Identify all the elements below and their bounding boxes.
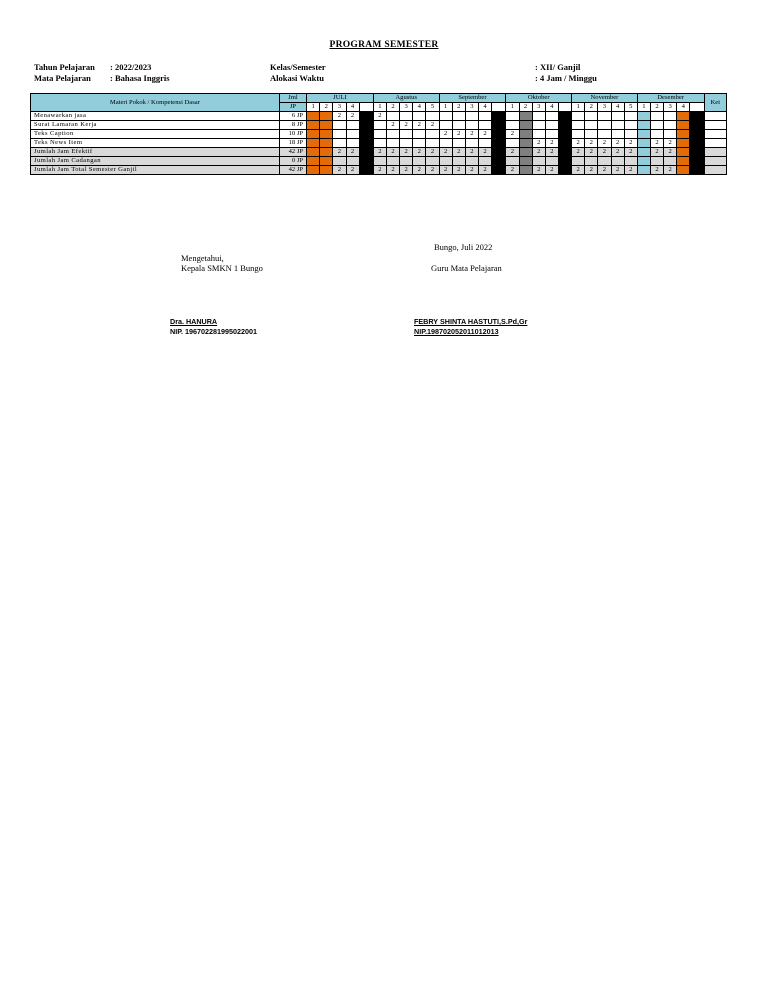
table-row <box>31 121 727 130</box>
materi-cell: Teks News Item <box>31 139 280 148</box>
tahun-pelajaran <box>34 62 151 72</box>
week-cell <box>637 130 650 139</box>
week-cell: 2 <box>426 148 439 157</box>
week-cell <box>558 130 571 139</box>
week-cell: 2 <box>465 130 478 139</box>
tahun-label: Tahun Pelajaran <box>34 62 95 72</box>
week-cell <box>677 121 690 130</box>
week-header: 2 <box>320 103 333 112</box>
week-cell <box>677 157 690 166</box>
week-cell: 2 <box>506 166 519 175</box>
kelas-value: : XII/ Ganjil <box>535 62 581 72</box>
week-cell <box>479 121 492 130</box>
week-cell: 2 <box>386 121 399 130</box>
week-cell <box>359 130 373 139</box>
week-header <box>492 103 506 112</box>
week-cell <box>492 121 506 130</box>
schedule-table <box>30 93 727 175</box>
week-cell <box>664 157 677 166</box>
mengetahui-label: Mengetahui, <box>181 253 224 263</box>
week-header: 5 <box>426 103 439 112</box>
materi-cell: Menawarkan jasa <box>31 112 280 121</box>
week-cell <box>506 121 519 130</box>
week-cell <box>492 139 506 148</box>
week-cell: 2 <box>400 148 413 157</box>
header-jp: JP <box>279 103 306 112</box>
week-cell <box>439 157 452 166</box>
table-row <box>31 130 727 139</box>
guru-nip: NIP.198702052011012013 <box>414 327 499 336</box>
week-cell <box>307 148 320 157</box>
week-cell: 2 <box>479 148 492 157</box>
week-cell <box>373 130 386 139</box>
week-cell <box>611 130 624 139</box>
week-header: 4 <box>611 103 624 112</box>
ket-cell <box>704 139 726 148</box>
week-cell <box>585 112 598 121</box>
week-cell <box>386 157 399 166</box>
week-cell: 2 <box>400 121 413 130</box>
week-cell <box>400 112 413 121</box>
jp-cell: 42 JP <box>279 166 306 175</box>
week-cell: 2 <box>598 139 611 148</box>
week-cell <box>386 130 399 139</box>
week-cell <box>664 121 677 130</box>
week-cell <box>492 166 506 175</box>
week-cell <box>677 148 690 157</box>
week-cell <box>611 157 624 166</box>
week-cell <box>413 157 426 166</box>
week-cell <box>690 121 704 130</box>
week-cell <box>506 112 519 121</box>
kelas-label: Kelas/Semester <box>270 62 326 72</box>
week-cell: 2 <box>346 112 359 121</box>
week-cell: 2 <box>611 166 624 175</box>
week-cell <box>359 112 373 121</box>
week-cell: 2 <box>452 166 465 175</box>
week-cell: 2 <box>333 166 346 175</box>
week-cell <box>492 157 506 166</box>
week-cell: 2 <box>439 166 452 175</box>
ket-cell <box>704 148 726 157</box>
week-cell <box>373 121 386 130</box>
ket-cell <box>704 166 726 175</box>
week-cell <box>333 121 346 130</box>
week-cell <box>677 130 690 139</box>
week-cell <box>690 130 704 139</box>
week-cell <box>506 139 519 148</box>
week-cell <box>386 112 399 121</box>
week-cell <box>545 112 558 121</box>
week-cell: 2 <box>572 148 585 157</box>
week-cell: 2 <box>545 148 558 157</box>
week-header: 4 <box>479 103 492 112</box>
guru-label: Guru Mata Pelajaran <box>431 263 502 273</box>
week-cell <box>413 130 426 139</box>
week-cell <box>307 112 320 121</box>
month-header: Desember <box>637 94 704 103</box>
week-header: 4 <box>677 103 690 112</box>
week-cell: 2 <box>373 148 386 157</box>
week-cell <box>359 157 373 166</box>
week-cell: 2 <box>585 139 598 148</box>
week-cell <box>624 121 637 130</box>
week-cell: 2 <box>465 148 478 157</box>
week-cell <box>690 148 704 157</box>
month-header: JULI <box>307 94 374 103</box>
jp-cell: 0 JP <box>279 157 306 166</box>
week-cell <box>637 112 650 121</box>
week-cell <box>664 112 677 121</box>
week-cell <box>307 130 320 139</box>
week-cell: 2 <box>386 148 399 157</box>
week-cell: 2 <box>439 148 452 157</box>
week-cell <box>320 157 333 166</box>
week-cell: 2 <box>664 166 677 175</box>
week-cell <box>307 121 320 130</box>
week-cell: 2 <box>333 112 346 121</box>
week-cell <box>492 148 506 157</box>
week-cell <box>426 130 439 139</box>
week-cell <box>439 139 452 148</box>
week-cell: 2 <box>532 166 545 175</box>
week-cell <box>346 157 359 166</box>
week-cell <box>545 121 558 130</box>
week-cell <box>492 130 506 139</box>
week-header: 2 <box>650 103 663 112</box>
week-cell <box>359 121 373 130</box>
week-cell <box>439 121 452 130</box>
week-cell <box>650 157 663 166</box>
week-cell: 2 <box>598 166 611 175</box>
week-cell: 2 <box>624 148 637 157</box>
mapel-label: Mata Pelajaran <box>34 73 91 83</box>
week-cell <box>426 139 439 148</box>
week-cell <box>637 121 650 130</box>
week-cell: 2 <box>413 148 426 157</box>
ket-cell <box>704 121 726 130</box>
ket-cell <box>704 112 726 121</box>
alokasi-value: : 4 Jam / Minggu <box>535 73 597 83</box>
week-cell <box>426 112 439 121</box>
week-cell <box>346 130 359 139</box>
week-cell <box>479 157 492 166</box>
week-cell <box>572 157 585 166</box>
week-cell: 2 <box>400 166 413 175</box>
week-header <box>690 103 704 112</box>
week-cell <box>452 121 465 130</box>
week-header: 4 <box>346 103 359 112</box>
week-cell <box>650 130 663 139</box>
jp-cell: 10 JP <box>279 130 306 139</box>
week-header: 3 <box>465 103 478 112</box>
week-cell: 2 <box>479 130 492 139</box>
week-cell <box>677 166 690 175</box>
week-cell <box>572 121 585 130</box>
week-header: 1 <box>572 103 585 112</box>
week-cell <box>465 112 478 121</box>
week-cell <box>519 121 532 130</box>
week-cell <box>558 112 571 121</box>
week-cell: 2 <box>624 166 637 175</box>
week-header: 2 <box>386 103 399 112</box>
date-place: Bungo, Juli 2022 <box>434 242 493 252</box>
week-cell <box>532 112 545 121</box>
week-cell <box>413 139 426 148</box>
week-header: 1 <box>307 103 320 112</box>
week-header: 3 <box>532 103 545 112</box>
mapel-value: : Bahasa Inggris <box>110 73 170 83</box>
week-cell <box>426 157 439 166</box>
header-jml: Jml <box>279 94 306 103</box>
week-cell <box>400 157 413 166</box>
week-header: 1 <box>373 103 386 112</box>
week-cell: 2 <box>585 166 598 175</box>
week-cell <box>624 157 637 166</box>
week-cell <box>373 157 386 166</box>
month-header: Agustus <box>373 94 439 103</box>
page-title: PROGRAM SEMESTER <box>329 40 439 50</box>
week-cell <box>320 148 333 157</box>
week-cell <box>452 139 465 148</box>
week-cell: 2 <box>346 166 359 175</box>
week-cell: 2 <box>465 166 478 175</box>
week-cell <box>532 157 545 166</box>
week-cell <box>637 157 650 166</box>
week-cell: 2 <box>664 148 677 157</box>
month-header: September <box>439 94 506 103</box>
week-cell <box>320 166 333 175</box>
week-cell: 2 <box>545 139 558 148</box>
table-row <box>31 112 727 121</box>
week-cell <box>519 139 532 148</box>
week-cell <box>386 139 399 148</box>
header-materi: Materi Pokok / Kompetensi Dasar <box>31 94 280 112</box>
jp-cell: 42 JP <box>279 148 306 157</box>
week-cell: 2 <box>650 166 663 175</box>
week-header: 2 <box>585 103 598 112</box>
kepala-nip: NIP. 196702281995022001 <box>170 327 257 336</box>
week-cell: 2 <box>532 148 545 157</box>
week-cell: 2 <box>413 166 426 175</box>
week-header: 3 <box>400 103 413 112</box>
week-cell <box>677 112 690 121</box>
week-header <box>558 103 571 112</box>
week-cell <box>650 112 663 121</box>
week-header: 1 <box>506 103 519 112</box>
week-cell <box>532 130 545 139</box>
week-cell <box>465 139 478 148</box>
week-cell <box>558 157 571 166</box>
week-cell: 2 <box>452 130 465 139</box>
materi-cell: Jumlah Jam Cadangan <box>31 157 280 166</box>
week-cell <box>333 157 346 166</box>
week-cell <box>307 166 320 175</box>
week-cell: 2 <box>426 121 439 130</box>
table-row <box>31 166 727 175</box>
week-cell <box>598 130 611 139</box>
week-cell <box>558 148 571 157</box>
week-cell: 2 <box>452 148 465 157</box>
week-cell <box>690 166 704 175</box>
week-header: 1 <box>439 103 452 112</box>
week-cell <box>346 121 359 130</box>
week-cell: 2 <box>598 148 611 157</box>
week-cell <box>545 130 558 139</box>
week-cell <box>677 139 690 148</box>
week-cell: 2 <box>650 148 663 157</box>
kepala-name: Dra. HANURA <box>170 317 218 326</box>
week-cell: 2 <box>506 148 519 157</box>
week-cell <box>532 121 545 130</box>
week-cell <box>359 148 373 157</box>
week-cell: 2 <box>333 148 346 157</box>
week-cell <box>690 112 704 121</box>
week-cell <box>506 157 519 166</box>
week-cell <box>690 157 704 166</box>
materi-cell: Jumlah Jam Efektif <box>31 148 280 157</box>
week-cell <box>465 157 478 166</box>
tahun-value: : 2022/2023 <box>110 62 152 72</box>
jp-cell: 6 JP <box>279 112 306 121</box>
week-cell <box>320 139 333 148</box>
week-cell <box>519 112 532 121</box>
week-cell: 2 <box>532 139 545 148</box>
week-cell <box>637 139 650 148</box>
week-cell <box>320 121 333 130</box>
week-cell: 2 <box>650 139 663 148</box>
week-cell <box>479 112 492 121</box>
week-cell <box>572 112 585 121</box>
week-cell <box>373 139 386 148</box>
week-cell <box>320 112 333 121</box>
alokasi-label: Alokasi Waktu <box>270 73 324 83</box>
week-cell <box>400 139 413 148</box>
week-cell <box>611 121 624 130</box>
week-header: 1 <box>637 103 650 112</box>
week-cell <box>439 112 452 121</box>
header-ket: Ket <box>704 94 726 112</box>
week-cell <box>650 121 663 130</box>
materi-cell: Jumlah Jam Total Semester Ganjil <box>31 166 280 175</box>
week-cell: 2 <box>664 139 677 148</box>
ket-cell <box>704 157 726 166</box>
week-cell <box>333 130 346 139</box>
week-cell <box>452 112 465 121</box>
week-cell <box>346 139 359 148</box>
week-cell <box>585 121 598 130</box>
week-cell <box>359 139 373 148</box>
materi-cell: Surat Lamaran Kerja <box>31 121 280 130</box>
table-header-months <box>31 94 727 103</box>
week-cell: 2 <box>611 139 624 148</box>
week-cell: 2 <box>373 166 386 175</box>
week-cell: 2 <box>611 148 624 157</box>
week-cell <box>611 112 624 121</box>
week-cell: 2 <box>572 166 585 175</box>
week-cell <box>307 139 320 148</box>
week-header: 2 <box>452 103 465 112</box>
week-cell <box>519 148 532 157</box>
week-cell: 2 <box>346 148 359 157</box>
month-header: Oktober <box>506 94 572 103</box>
jp-cell: 18 JP <box>279 139 306 148</box>
week-cell: 2 <box>506 130 519 139</box>
week-cell <box>558 139 571 148</box>
week-cell <box>479 139 492 148</box>
week-cell <box>519 166 532 175</box>
week-cell <box>558 166 571 175</box>
week-cell <box>690 139 704 148</box>
table-row <box>31 139 727 148</box>
week-cell <box>624 130 637 139</box>
week-cell <box>585 130 598 139</box>
week-cell <box>307 157 320 166</box>
week-cell <box>452 157 465 166</box>
week-cell <box>585 157 598 166</box>
ket-cell <box>704 130 726 139</box>
week-header: 2 <box>519 103 532 112</box>
week-cell: 2 <box>545 166 558 175</box>
month-header: November <box>572 94 638 103</box>
week-cell <box>492 112 506 121</box>
week-cell: 2 <box>479 166 492 175</box>
mata-pelajaran <box>34 73 170 83</box>
week-cell <box>413 112 426 121</box>
week-header: 3 <box>664 103 677 112</box>
week-cell <box>598 112 611 121</box>
week-cell <box>519 130 532 139</box>
week-cell: 2 <box>426 166 439 175</box>
week-cell <box>359 166 373 175</box>
week-cell: 2 <box>373 112 386 121</box>
week-cell: 2 <box>585 148 598 157</box>
week-header: 3 <box>598 103 611 112</box>
week-header: 5 <box>624 103 637 112</box>
week-cell <box>400 130 413 139</box>
table-row <box>31 148 727 157</box>
week-cell <box>664 130 677 139</box>
jp-cell: 8 JP <box>279 121 306 130</box>
week-header <box>359 103 373 112</box>
week-cell <box>519 157 532 166</box>
week-cell <box>558 121 571 130</box>
week-header: 4 <box>545 103 558 112</box>
materi-cell: Teks Caption <box>31 130 280 139</box>
week-cell <box>545 157 558 166</box>
week-cell <box>598 157 611 166</box>
guru-name: FEBRY SHINTA HASTUTI,S.Pd,Gr <box>414 317 528 326</box>
week-header: 4 <box>413 103 426 112</box>
week-cell: 2 <box>439 130 452 139</box>
week-cell: 2 <box>386 166 399 175</box>
table-row <box>31 157 727 166</box>
week-cell <box>320 130 333 139</box>
kepala-label: Kepala SMKN 1 Bungo <box>181 263 263 273</box>
week-cell: 2 <box>572 139 585 148</box>
week-cell <box>637 166 650 175</box>
week-header: 3 <box>333 103 346 112</box>
week-cell <box>465 121 478 130</box>
week-cell <box>572 130 585 139</box>
week-cell: 2 <box>624 139 637 148</box>
week-cell <box>624 112 637 121</box>
week-cell: 2 <box>413 121 426 130</box>
week-cell <box>637 148 650 157</box>
week-cell <box>598 121 611 130</box>
week-cell <box>333 139 346 148</box>
